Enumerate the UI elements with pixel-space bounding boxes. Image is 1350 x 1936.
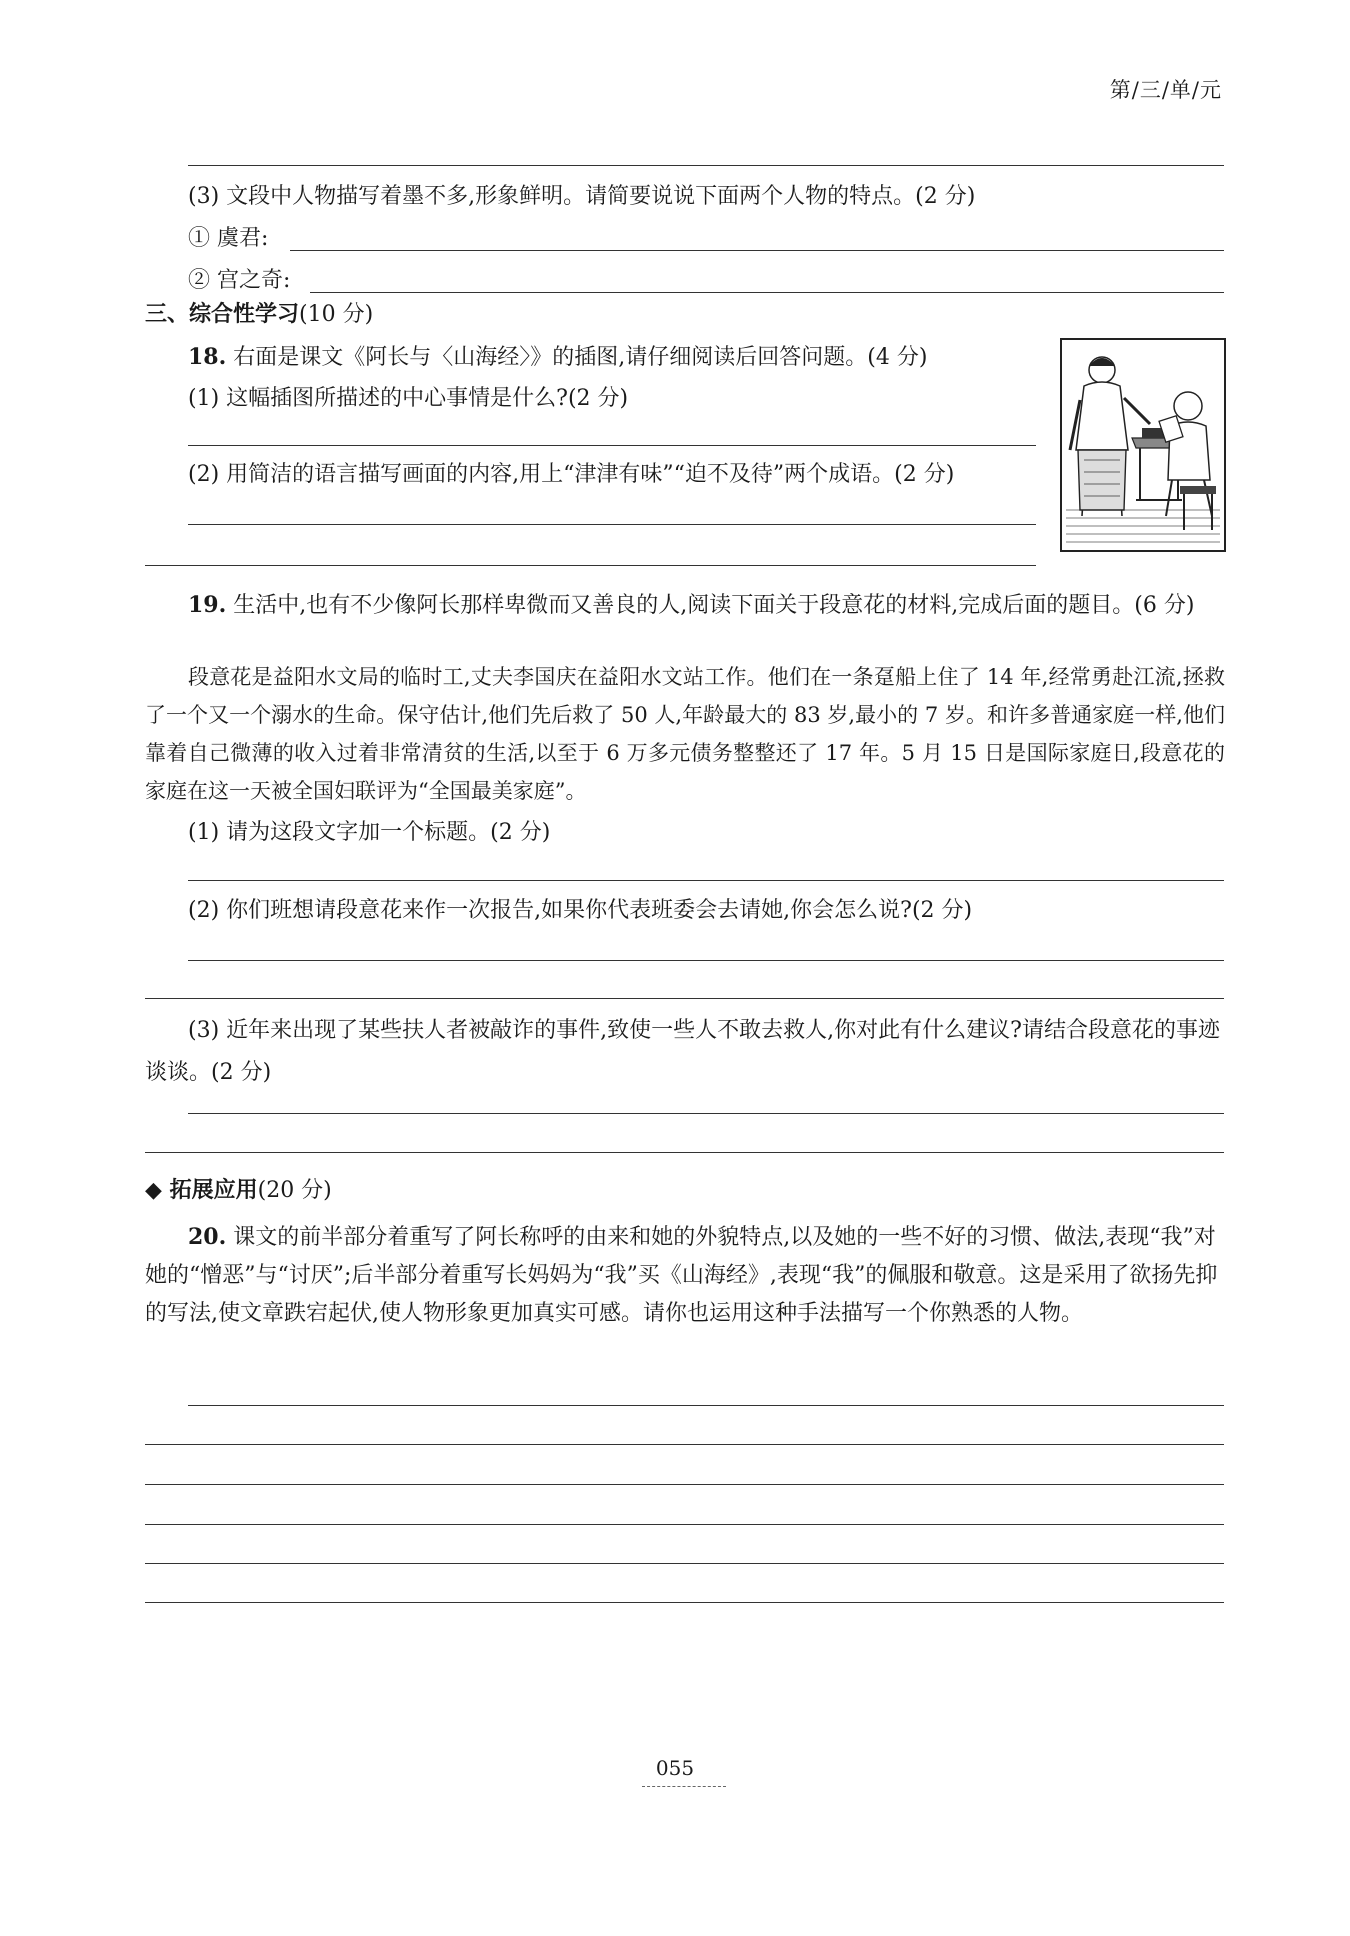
diamond-icon: ◆ — [145, 1178, 162, 1203]
q18-part1: (1) 这幅插图所描述的中心事情是什么?(2 分) — [188, 386, 629, 411]
q17-item2-label: ② 宫之奇: — [188, 268, 291, 293]
q20-number: 20. — [188, 1224, 227, 1250]
answer-line[interactable] — [145, 1524, 1224, 1525]
section-score: (10 分) — [299, 302, 374, 327]
answer-line[interactable] — [188, 445, 1036, 446]
extension-title-text: 拓展应用 — [169, 1178, 258, 1203]
answer-line[interactable] — [145, 1444, 1224, 1445]
q18-number: 18. — [188, 344, 227, 370]
answer-line[interactable] — [188, 960, 1224, 961]
answer-line[interactable] — [290, 250, 1224, 251]
q19-prompt-text: 生活中,也有不少像阿长那样卑微而又善良的人,阅读下面关于段意花的材料,完成后面的题目。(6 分) — [233, 593, 1195, 618]
page-number-underline — [642, 1786, 726, 1787]
q20-prompt-text: 课文的前半部分着重写了阿长称呼的由来和她的外貌特点,以及她的一些不好的习惯、做法,表现“我”对她的“憎恶”与“讨厌”;后半部分着重写长妈妈为“我”买《山海经》,表现“我”的佩服和敬意。这是采用了欲扬先抑的写法,使文章跌宕起伏,使人物形象更加真实可感。请你也运用这种手法描写一个你熟悉的人物。 — [145, 1225, 1218, 1326]
q17-item1-label: ① 虞君: — [188, 226, 269, 251]
answer-line[interactable] — [145, 1152, 1224, 1153]
extension-score: (20 分) — [257, 1178, 332, 1203]
q18-part2: (2) 用简洁的语言描写画面的内容,用上“津津有味”“迫不及待”两个成语。(2 分) — [188, 462, 955, 487]
q19-part1: (1) 请为这段文字加一个标题。(2 分) — [188, 820, 551, 845]
q19-material: 段意花是益阳水文局的临时工,丈夫李国庆在益阳水文站工作。他们在一条趸船上住了 14 年,经常勇赴江流,拯救了一个又一个溺水的生命。保守估计,他们先后救了 50 人,年龄最大的 83 岁,最小的 7 岁。和许多普通家庭一样,他们靠着自己微薄的收入过着非常清贫的生活,以至于 6 万多元债务整整还了 17 年。5 月 15 日是国际家庭日,段意花的家庭在这一天被全国妇联评为“全国最美家庭”。 — [145, 665, 1225, 803]
q19-part3: (3) 近年来出现了某些扶人者被敲诈的事件,致使一些人不敢去救人,你对此有什么建议?请结合段意花的事迹谈谈。(2 分) — [145, 1018, 1220, 1085]
q19-part2: (2) 你们班想请段意花来作一次报告,如果你代表班委会去请她,你会怎么说?(2 分) — [188, 898, 973, 923]
lesson-illustration — [1060, 338, 1226, 552]
answer-line[interactable] — [188, 880, 1224, 881]
answer-line[interactable] — [145, 565, 1036, 566]
section-title — [145, 302, 373, 328]
q17-part3-prompt: (3) 文段中人物描写着墨不多,形象鲜明。请简要说说下面两个人物的特点。(2 分) — [188, 184, 976, 209]
q18-prompt-text: 右面是课文《阿长与〈山海经〉》的插图,请仔细阅读后回答问题。(4 分) — [233, 345, 928, 370]
extension-title — [145, 1178, 332, 1204]
unit-header: 第/三/单/元 — [1109, 78, 1222, 102]
answer-line[interactable] — [145, 1563, 1224, 1564]
answer-line[interactable] — [188, 524, 1036, 525]
section-title-text: 三、综合性学习 — [145, 302, 300, 327]
page-number: 055 — [655, 1756, 695, 1780]
q19-number: 19. — [188, 592, 227, 618]
answer-line[interactable] — [145, 998, 1224, 999]
q20-prompt — [145, 1218, 1225, 1333]
q19-prompt — [145, 588, 1225, 623]
illustration-drawing — [1062, 340, 1224, 550]
q18-prompt — [188, 344, 927, 371]
answer-line[interactable] — [145, 1602, 1224, 1603]
answer-line[interactable] — [145, 1484, 1224, 1485]
answer-line[interactable] — [188, 1113, 1224, 1114]
answer-line[interactable] — [310, 292, 1224, 293]
answer-line[interactable] — [188, 165, 1224, 166]
answer-line[interactable] — [188, 1405, 1224, 1406]
